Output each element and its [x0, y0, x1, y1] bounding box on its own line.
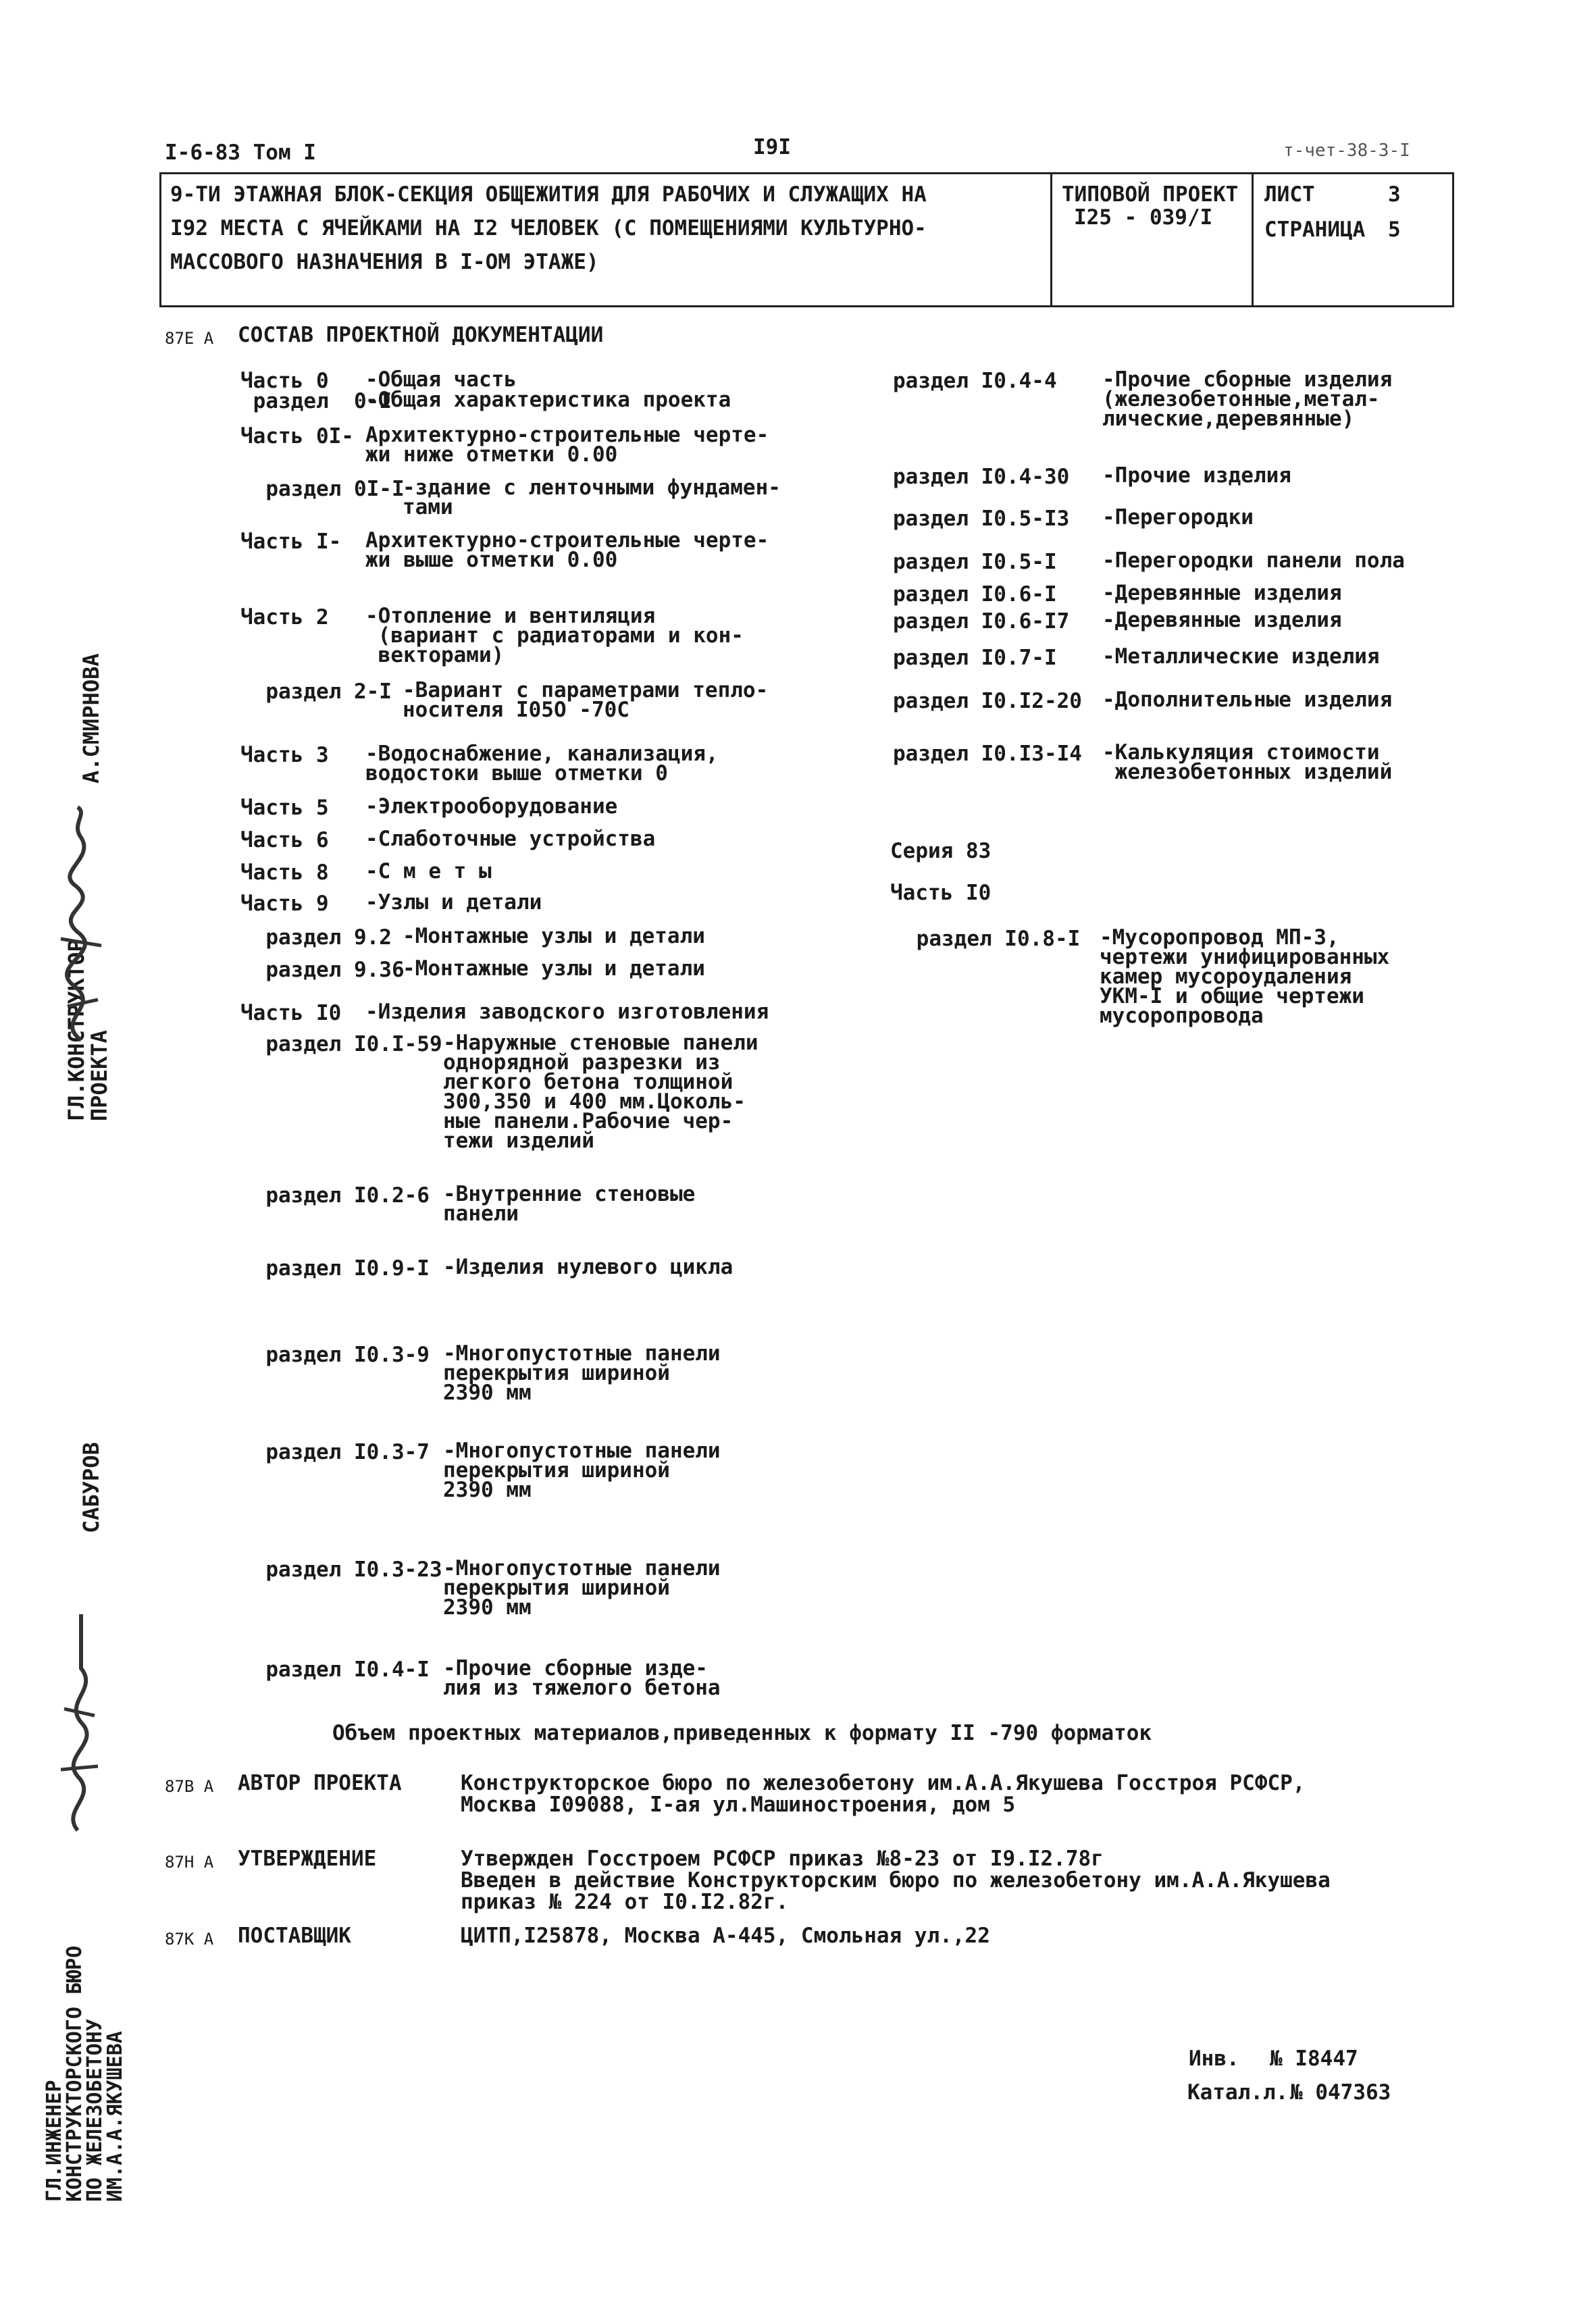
left-column-label: раздел I0.I-59	[240, 1032, 442, 1056]
left-column-label: раздел I0.3-7	[240, 1440, 430, 1464]
right-column-label: Серия 83	[890, 839, 992, 863]
top-right-stamp: т-чет-38-3-I	[1283, 140, 1410, 161]
footer-entry-text: Утвержден Госстроем РСФСР приказ №8-23 от I9.I2.78г Введен в действие Конструкторским бюро по железобетону им.А.А.Якушева приказ № 224 от I0.I2.82г.	[461, 1847, 1331, 1914]
footer-entry-text: ЦИТП,I25878, Москва А-445, Смольная ул.,22	[461, 1924, 990, 1948]
volume-note: Объем проектных материалов,приведенных к формату II -790 форматок	[332, 1721, 1152, 1745]
right-column-label: раздел I0.4-30	[893, 465, 1070, 489]
right-column-text: -Мусоропровод МП-3, чертежи унифицированных камер мусороудаления УКМ-I и общие чертежи мусоропровода	[1100, 925, 1390, 1028]
project-description-line-2: I92 МЕСТА С ЯЧЕЙКАМИ НА I2 ЧЕЛОВЕК (С ПОМЕЩЕНИЯМИ КУЛЬТУРНО-	[170, 216, 927, 240]
saburov-name: САБУРОВ	[78, 1442, 104, 1533]
right-column-text: -Дополнительные изделия	[1102, 688, 1393, 712]
sheet-label: ЛИСТ	[1264, 182, 1315, 207]
left-column-label: Часть 0I-	[240, 424, 354, 448]
inventory-label: Инв.	[1189, 2047, 1239, 2071]
left-column-text: -С м е т ы	[365, 859, 492, 883]
left-column-label: раздел 9.36	[240, 958, 405, 982]
footer-entry-code: 87Н А	[165, 1853, 214, 1872]
left-column-text: -здание с ленточными фундамен- тами	[403, 475, 781, 519]
left-column-text: -Вариант с параметрами тепло- носителя I05О -70С	[403, 678, 769, 722]
left-column-label: Часть 6	[240, 828, 329, 852]
title-block-divider-1	[1050, 172, 1052, 307]
right-column-label: раздел I0.6-I	[893, 582, 1057, 607]
left-column-text: -Монтажные узлы и детали	[403, 956, 705, 981]
left-column-label: раздел 9.2	[240, 925, 392, 950]
right-column-label: раздел I0.5-I	[893, 550, 1057, 574]
left-column-text: -Отопление и вентиляция (вариант с радиаторами и кон- векторами)	[365, 604, 744, 667]
left-column-text: -Общая характеристика проекта	[365, 388, 731, 412]
footer-entry-label: ПОСТАВЩИК	[238, 1924, 351, 1948]
section-code: 87Е А	[165, 329, 214, 348]
left-column-label: раздел 0I-I	[240, 477, 405, 501]
right-column-label: Часть I0	[890, 881, 992, 905]
catalog-label: Катал.л.	[1187, 2080, 1289, 2105]
left-column-label: Часть I-	[240, 530, 342, 554]
sheet-value: 3	[1388, 182, 1401, 207]
left-column-label: раздел 0-I	[240, 389, 392, 413]
footer-entry-text: Конструкторское бюро по железобетону им.А.А.Якушева Госстроя РСФСР, Москва I09088, I-ая ул.Машиностроения, дом 5	[461, 1771, 1306, 1817]
left-column-label: Часть 3	[240, 743, 329, 767]
left-column-text: -Изделия нулевого цикла	[443, 1255, 733, 1279]
left-column-text: Архитектурно-строительные черте- жи выше отметки 0.00	[365, 528, 769, 572]
footer-entry-label: АВТОР ПРОЕКТА	[238, 1771, 402, 1795]
left-column-text: -Монтажные узлы и детали	[403, 924, 705, 948]
section-title: СОСТАВ ПРОЕКТНОЙ ДОКУМЕНТАЦИИ	[238, 323, 604, 347]
left-column-text: -Наружные стеновые панели однорядной разрезки из легкого бетона толщиной 300,350 и 400 мм.Цоколь- ные панели.Рабочие чер- тежи изделий	[443, 1031, 758, 1153]
right-column-text: -Деревянные изделия	[1102, 608, 1342, 632]
chief-constructor-title: ГЛ.КОНСТРУКТОР ПРОЕКТА	[63, 939, 112, 1121]
project-type-label: ТИПОВОЙ ПРОЕКТ	[1062, 182, 1239, 207]
left-column-label: Часть 5	[240, 796, 329, 820]
title-block-divider-2	[1252, 172, 1254, 307]
left-column-label: раздел I0.2-6	[240, 1183, 430, 1208]
footer-entry-code: 87К А	[165, 1930, 214, 1949]
left-column-text: -Многопустотные панели перекрытия шириной 2390 мм	[443, 1439, 721, 1502]
left-column-label: Часть 9	[240, 892, 329, 916]
left-column-text: -Прочие сборные изде- лия из тяжелого бетона	[443, 1656, 721, 1700]
page-value: 5	[1388, 217, 1401, 242]
left-column-label: Часть 8	[240, 860, 329, 885]
signature-smirnova	[41, 804, 115, 1047]
left-column-label: раздел I0.4-I	[240, 1657, 430, 1682]
inventory-number: № I8447	[1270, 2047, 1358, 2071]
right-column-text: -Металлические изделия	[1102, 644, 1380, 669]
left-column-label: Часть 0	[240, 369, 329, 393]
left-column-text: Архитектурно-строительные черте- жи ниже отметки 0.00	[365, 423, 769, 467]
catalog-number: № 047363	[1290, 2080, 1391, 2105]
page-number: I9I	[753, 135, 791, 159]
left-column-label: раздел I0.9-I	[240, 1256, 430, 1281]
left-column-label: раздел 2-I	[240, 679, 392, 704]
footer-entry-code: 87В А	[165, 1777, 214, 1796]
left-column-text: -Электрооборудование	[365, 794, 618, 819]
right-column-label: раздел I0.4-4	[893, 369, 1057, 393]
right-column-label: раздел I0.6-I7	[893, 609, 1070, 634]
right-column-label: раздел I0.7-I	[893, 646, 1057, 670]
chief-constructor-name: А.СМИРНОВА	[78, 653, 104, 783]
project-description-line-3: МАССОВОГО НАЗНАЧЕНИЯ В I-ОМ ЭТАЖЕ)	[170, 250, 599, 274]
left-column-label: Часть 2	[240, 605, 329, 629]
signature-saburov	[41, 1608, 115, 1837]
right-column-text: -Перегородки панели пола	[1102, 548, 1405, 573]
footer-entry-label: УТВЕРЖДЕНИЕ	[238, 1847, 377, 1871]
right-column-text: -Перегородки	[1102, 505, 1254, 530]
project-description-line-1: 9-ТИ ЭТАЖНАЯ БЛОК-СЕКЦИЯ ОБЩЕЖИТИЯ ДЛЯ РАБОЧИХ И СЛУЖАЩИХ НА	[170, 182, 927, 207]
right-column-label: раздел I0.I3-I4	[893, 742, 1082, 766]
right-column-text: -Прочие изделия	[1102, 463, 1291, 488]
left-column-label: Часть I0	[240, 1001, 342, 1025]
left-column-text: -Узлы и детали	[365, 890, 542, 915]
series-reference: I-6-83 Том I	[165, 140, 316, 165]
project-number: I25 - 039/I	[1074, 205, 1213, 230]
chief-engineer-title: ГЛ.ИНЖЕНЕР КОНСТРУКТОРСКОГО БЮРО ПО ЖЕЛЕЗОБЕТОНУ ИМ.А.А.ЯКУШЕВА	[43, 1945, 127, 2202]
right-column-text: -Прочие сборные изделия (железобетонные,метал- лические,деревянные)	[1102, 367, 1393, 431]
left-column-text: -Внутренние стеновые панели	[443, 1182, 696, 1226]
page-label: СТРАНИЦА	[1264, 217, 1366, 242]
right-column-label: раздел I0.5-I3	[893, 507, 1070, 531]
right-column-text: -Деревянные изделия	[1102, 581, 1342, 605]
left-column-text: -Слаботочные устройства	[365, 827, 656, 851]
left-column-text: -Многопустотные панели перекрытия шириной 2390 мм	[443, 1556, 721, 1620]
right-column-label: раздел I0.8-I	[904, 927, 1081, 951]
left-column-label: раздел I0.3-9	[240, 1343, 430, 1367]
left-column-label: раздел I0.3-23	[240, 1558, 442, 1582]
right-column-label: раздел I0.I2-20	[893, 689, 1082, 713]
left-column-text: -Изделия заводского изготовления	[365, 1000, 769, 1024]
right-column-text: -Калькуляция стоимости железобетонных изделий	[1102, 740, 1393, 784]
left-column-text: -Многопустотные панели перекрытия шириной 2390 мм	[443, 1341, 721, 1405]
left-column-text: -Водоснабжение, канализация, водостоки выше отметки 0	[365, 742, 719, 786]
left-column-text: -Общая часть	[365, 367, 517, 392]
